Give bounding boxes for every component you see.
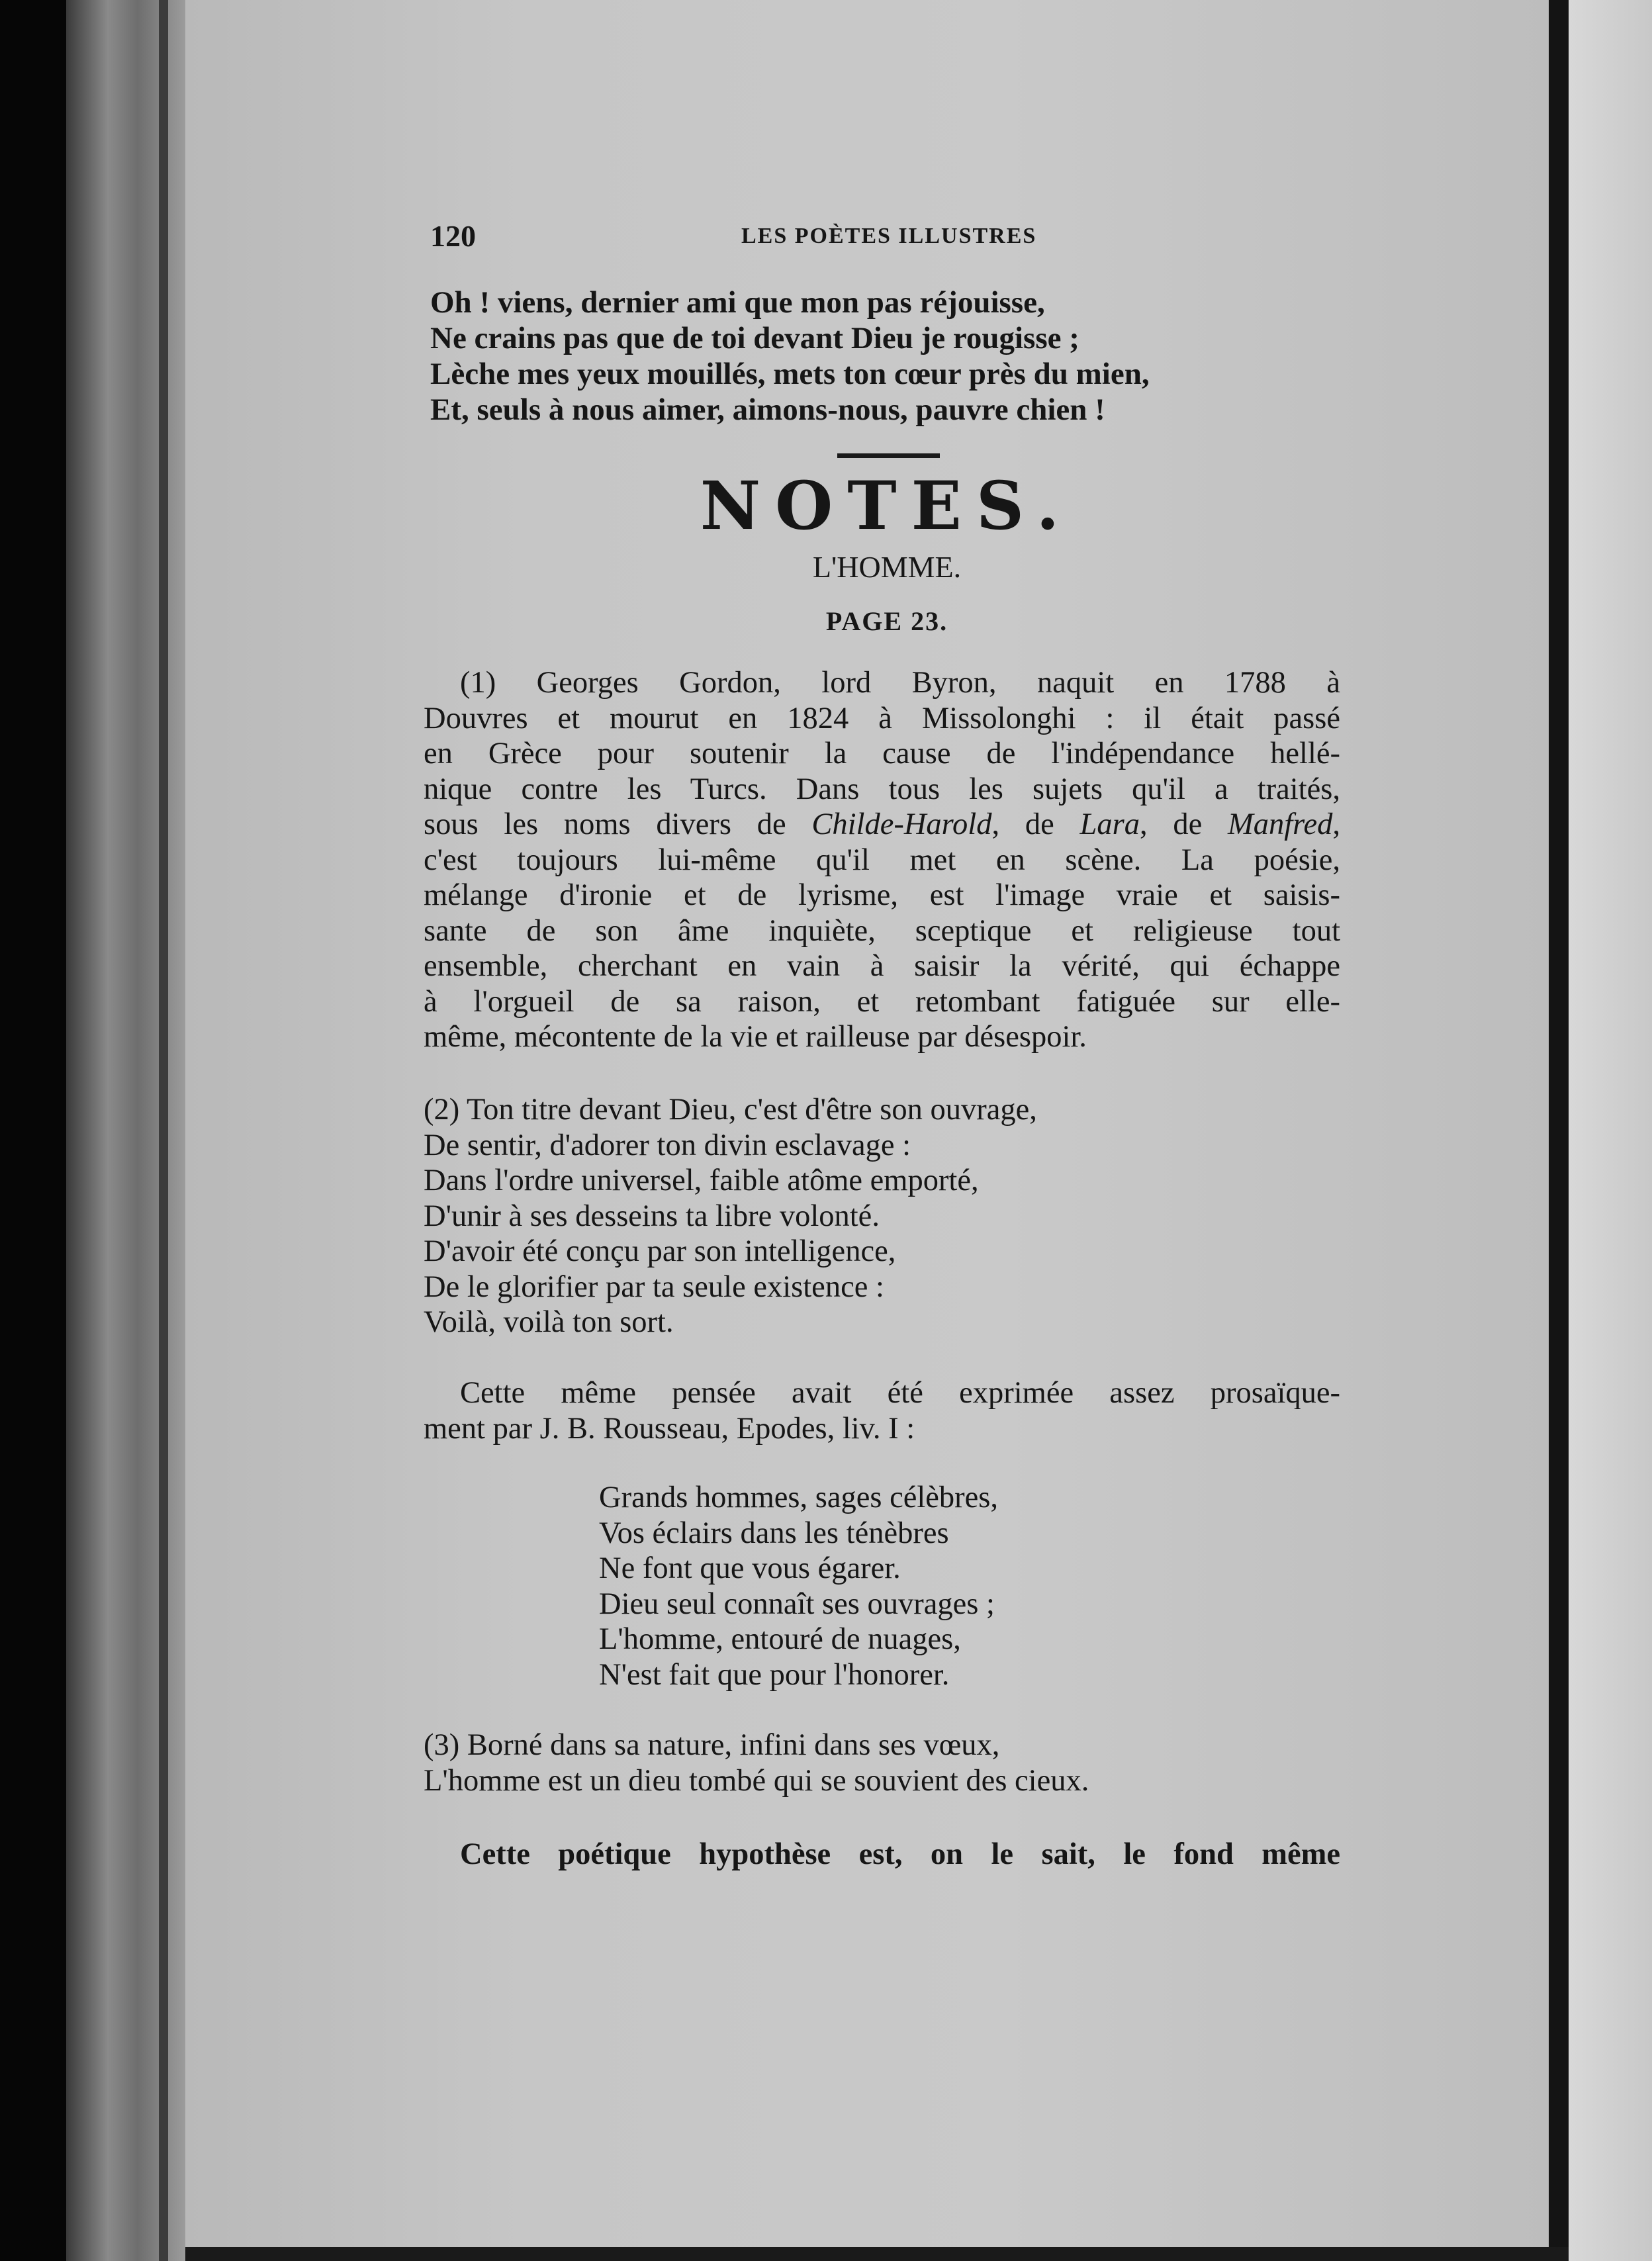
para-line: Cette poétique hypothèse est, on le sait, le fond même — [460, 1837, 1340, 1871]
verse-line: L'homme, entouré de nuages, — [599, 1622, 961, 1656]
note-line: même, mécontente de la vie et railleuse par désespoir. — [424, 1020, 1087, 1054]
note-line: à l'orgueil de sa raison, et retombant fatiguée sur elle- — [424, 984, 1340, 1019]
note-line: Douvres et mourut en 1824 à Missolonghi : il était passé — [424, 701, 1340, 735]
section-divider-rule — [837, 453, 940, 458]
page-bottom-shadow — [185, 2247, 1569, 2261]
adjacent-page-edge — [1569, 0, 1652, 2261]
verse-line: Grands hommes, sages célèbres, — [599, 1481, 999, 1514]
note-3-verse — [424, 1728, 1089, 1798]
note-line: ensemble, cherchant en vain à saisir la vérité, qui échappe — [424, 949, 1340, 983]
note-line: c'est toujours lui-même qu'il met en scène. La poésie, — [424, 843, 1340, 877]
section-heading: L'HOMME. — [812, 550, 962, 584]
verse-line: D'avoir été conçu par son intelligence, — [424, 1234, 896, 1268]
verse-line: Ne font que vous égarer. — [599, 1551, 901, 1585]
italic-title: Lara — [1079, 808, 1140, 841]
rousseau-verse — [599, 1480, 998, 1692]
poem-line: Et, seuls à nous aimer, aimons-nous, pauvre chien ! — [430, 392, 1105, 427]
verse-line: Dieu seul connaît ses ouvrages ; — [599, 1587, 995, 1621]
verse-line: Vos éclairs dans les ténèbres — [599, 1516, 949, 1550]
page-reference-heading: PAGE 23. — [825, 606, 948, 636]
note-2-verse — [424, 1092, 1037, 1340]
note-line: mélange d'ironie et de lyrisme, est l'image vraie et saisis- — [424, 878, 1340, 912]
page-number: 120 — [430, 219, 476, 253]
verse-line: De sentir, d'adorer ton divin esclavage : — [424, 1128, 911, 1162]
notes-heading: NOTES. — [700, 467, 1074, 545]
para-line: ment par J. B. Rousseau, Epodes, liv. I : — [424, 1411, 915, 1446]
running-title: LES POÈTES ILLUSTRES — [741, 224, 1037, 248]
verse-line: (2) Ton titre devant Dieu, c'est d'être son ouvrage, — [424, 1093, 1037, 1127]
verse-line: N'est fait que pour l'honorer. — [599, 1657, 950, 1692]
poem-line: Lèche mes yeux mouillés, mets ton cœur près du mien, — [430, 357, 1150, 391]
spine-gutter-line — [159, 0, 168, 2261]
note-line: sous les noms divers de Childe-Harold, de Lara, de Manfred, — [424, 808, 1341, 841]
closing-poem-stanza — [430, 285, 1150, 428]
verse-line: L'homme est un dieu tombé qui se souvient des cieux. — [424, 1763, 1089, 1798]
spine-shadow — [0, 0, 66, 2261]
note-line: (1) Georges Gordon, lord Byron, naquit en 1788 à — [460, 666, 1340, 700]
poem-line: Ne crains pas que de toi devant Dieu je rougisse ; — [430, 321, 1079, 355]
note-line: en Grèce pour soutenir la cause de l'indépendance hellé- — [424, 737, 1340, 770]
verse-line: (3) Borné dans sa nature, infini dans ses vœux, — [424, 1728, 1000, 1762]
note-line: sante de son âme inquiète, sceptique et religieuse tout — [424, 913, 1340, 948]
verse-line: De le glorifier par ta seule existence : — [424, 1269, 884, 1304]
poem-line: Oh ! viens, dernier ami que mon pas réjouisse, — [430, 285, 1045, 320]
page-right-border — [1549, 0, 1569, 2261]
italic-title: Childe-Harold — [811, 808, 992, 841]
verse-line: Voilà, voilà ton sort. — [424, 1305, 674, 1339]
para-line: Cette même pensée avait été exprimée assez prosaïque- — [460, 1376, 1340, 1410]
verse-line: D'unir à ses desseins ta libre volonté. — [424, 1199, 880, 1233]
page-header — [430, 218, 1039, 258]
italic-title: Manfred — [1227, 808, 1333, 841]
note-line: nique contre les Turcs. Dans tous les sujets qu'il a traités, — [424, 772, 1340, 806]
verse-line: Dans l'ordre universel, faible atôme emporté, — [424, 1164, 979, 1197]
